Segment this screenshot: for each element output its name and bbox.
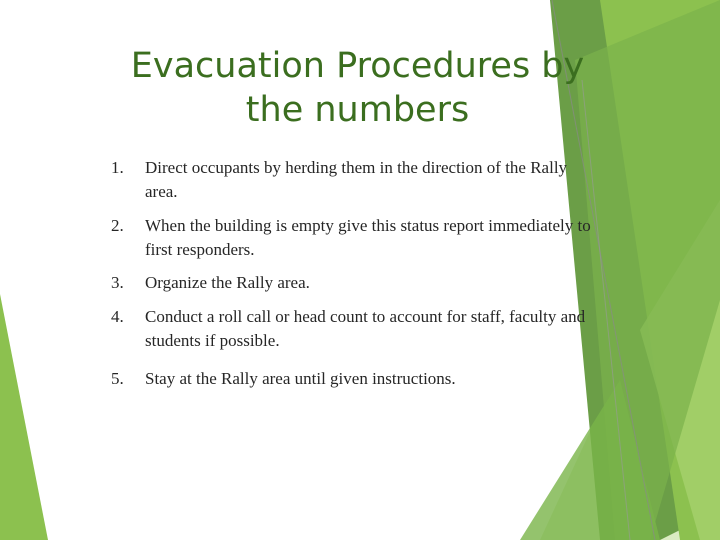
slide-title: Evacuation Procedures by the numbers [130, 46, 585, 130]
step-text: Stay at the Rally area until given instructions. [145, 369, 456, 388]
step-number: 5. [111, 369, 124, 388]
step-number: 3. [111, 273, 124, 292]
list-item [111, 367, 601, 391]
step-text: Direct occupants by herding them in the direction of the Rally area. [145, 158, 568, 201]
procedure-list [111, 156, 601, 391]
list-item [111, 271, 601, 295]
left-green-triangle [0, 294, 48, 540]
step-number: 2. [111, 216, 124, 235]
step-number: 4. [111, 307, 124, 326]
step-number: 1. [111, 158, 124, 177]
list-item [111, 214, 601, 262]
list-item [111, 305, 601, 353]
list-item [111, 156, 601, 204]
step-text: Organize the Rally area. [145, 273, 310, 292]
step-text: Conduct a roll call or head count to account for staff, faculty and students if possible. [145, 307, 586, 350]
step-text: When the building is empty give this status report immediately to first responders. [145, 216, 591, 259]
